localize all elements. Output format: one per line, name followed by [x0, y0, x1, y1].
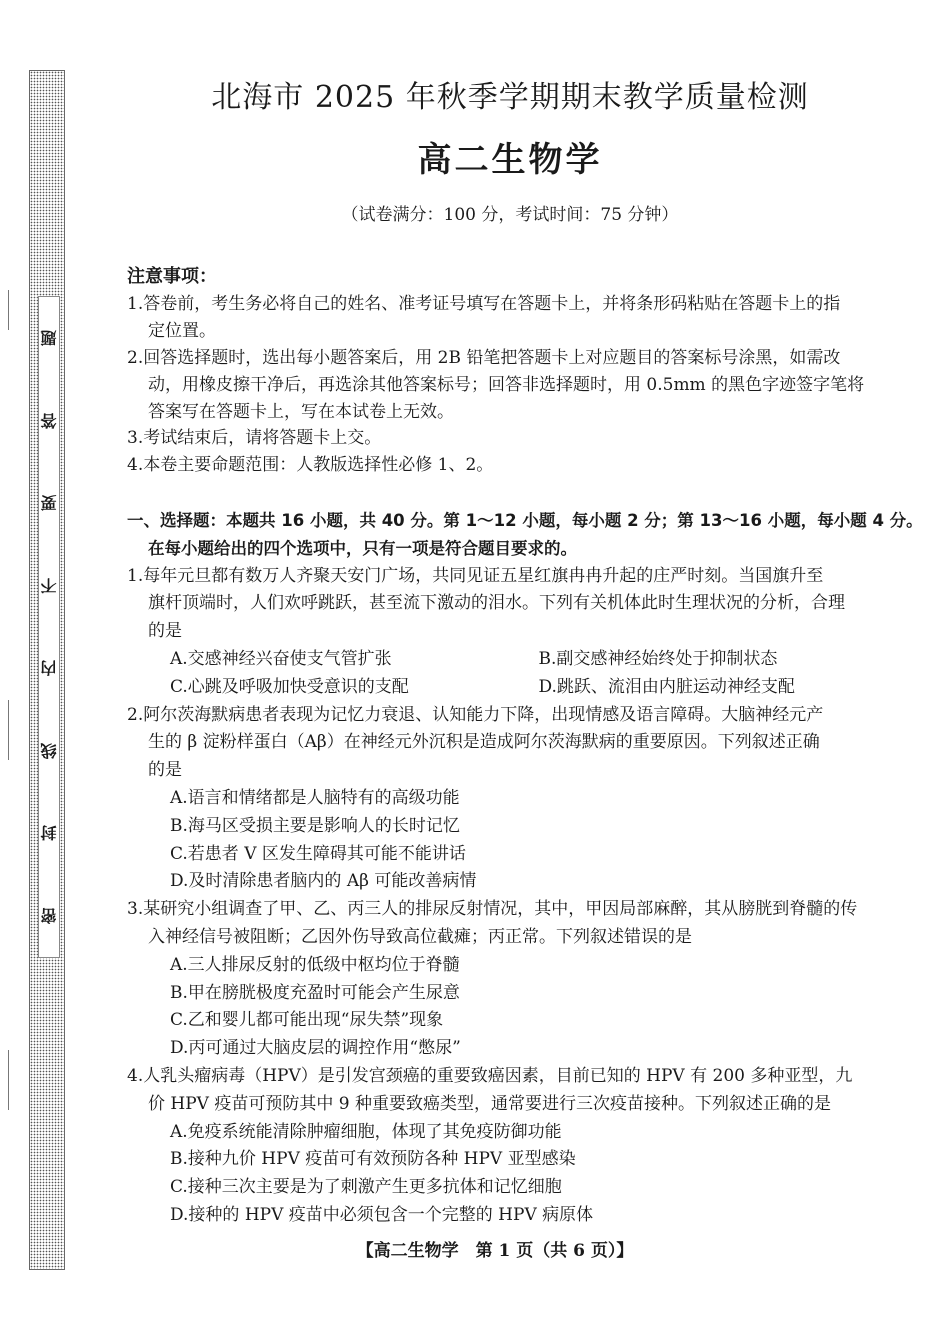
option-c: C.心跳及呼吸加快受意识的支配 [170, 676, 409, 697]
seal-char: 密 [39, 907, 59, 924]
question-stem: 2.阿尔茨海默病患者表现为记忆力衰退、认知能力下降，出现情感及语言障碍。大脑神经元产 [127, 704, 824, 725]
option-b: B.甲在膀胱极度充盈时可能会产生尿意 [170, 982, 460, 1003]
option-a: A.三人排尿反射的低级中枢均位于脊髓 [170, 954, 460, 975]
notes-section [127, 264, 907, 479]
question-stem: 旗杆顶端时，人们欢呼跳跃，甚至流下激动的泪水。下列有关机体此时生理状况的分析，合理 [148, 593, 845, 614]
note-line: 2.回答选择题时，选出每小题答案后，用 2B 铅笔把答题卡上对应题目的答案标号涂黑，如需改 [127, 347, 841, 368]
note-line: 定位置。 [148, 320, 216, 341]
option-d: D.跳跃、流泪由内脏运动神经支配 [538, 676, 795, 697]
question-stem: 的是 [148, 760, 182, 781]
question-stem: 入神经信号被阻断；乙因外伤导致高位截瘫；丙正常。下列叙述错误的是 [148, 926, 692, 947]
cut-line [8, 1050, 9, 1110]
option-a: A.免疫系统能清除肿瘤细胞，体现了其免疫防御功能 [170, 1121, 562, 1142]
question-stem: 4.人乳头瘤病毒（HPV）是引发宫颈癌的重要致癌因素，目前已知的 HPV 有 200 多种亚型，九 [127, 1065, 853, 1086]
section-heading: 一、选择题：本题共 16 小题，共 40 分。第 1～12 小题，每小题 2 分；第 13～16 小题，每小题 4 分。 [127, 511, 923, 530]
option-a: A.交感神经兴奋使支气管扩张 [170, 648, 392, 669]
question-3 [127, 896, 907, 1063]
seal-char: 线 [39, 742, 59, 759]
option-c: C.若患者 V 区发生障碍其可能不能讲话 [170, 843, 466, 864]
option-b: B.副交感神经始终处于抑制状态 [538, 648, 778, 669]
question-stem: 价 HPV 疫苗可预防其中 9 种重要致癌类型，通常要进行三次疫苗接种。下列叙述正确的是 [148, 1093, 831, 1114]
option-c: C.接种三次主要是为了刺激产生更多抗体和记忆细胞 [170, 1177, 562, 1198]
option-d: D.丙可通过大脑皮层的调控作用“憋尿” [170, 1038, 461, 1059]
question-stem: 生的 β 淀粉样蛋白（Aβ）在神经元外沉积是造成阿尔茨海默病的重要原因。下列叙述正确 [148, 732, 820, 753]
note-line: 4.本卷主要命题范围：人教版选择性必修 1、2。 [127, 455, 494, 476]
note-line: 答案写在答题卡上，写在本试卷上无效。 [148, 401, 454, 422]
notes-heading: 注意事项： [127, 266, 217, 287]
seal-strip-label [38, 296, 60, 958]
note-line: 动，用橡皮擦干净后，再选涂其他答案标号；回答非选择题时，用 0.5mm 的黑色字迹签字笔将 [148, 374, 865, 395]
question-stem: 1.每年元旦都有数万人齐聚天安门广场，共同见证五星红旗冉冉升起的庄严时刻。当国旗升至 [127, 565, 824, 586]
question-stem: 3.某研究小组调查了甲、乙、丙三人的排尿反射情况，其中，甲因局部麻醉，其从膀胱到脊髓的传 [127, 899, 858, 920]
seal-char: 要 [39, 495, 59, 512]
score-info: （试卷满分：100 分，考试时间：75 分钟） [341, 205, 679, 225]
seal-char: 题 [39, 330, 59, 347]
option-a: A.语言和情绪都是人脑特有的高级功能 [170, 787, 460, 808]
page-footer: 【高二生物学 第 1 页（共 6 页）】 [356, 1241, 634, 1261]
seal-char: 内 [39, 660, 59, 677]
option-b: B.接种九价 HPV 疫苗可有效预防各种 HPV 亚型感染 [170, 1149, 576, 1170]
question-stem: 的是 [148, 621, 182, 642]
option-c: C.乙和婴儿都可能出现“尿失禁”现象 [170, 1010, 444, 1031]
question-1 [127, 563, 907, 702]
seal-char: 答 [39, 412, 59, 429]
section-instruction: 在每小题给出的四个选项中，只有一项是符合题目要求的。 [148, 538, 577, 558]
note-line: 1.答卷前，考生务必将自己的姓名、准考证号填写在答题卡上，并将条形码粘贴在答题卡上的指 [127, 293, 841, 314]
cut-line [8, 290, 9, 330]
seal-strip [29, 70, 65, 1270]
cut-line [8, 700, 9, 760]
question-4 [127, 1063, 907, 1230]
option-d: D.接种的 HPV 疫苗中必须包含一个完整的 HPV 病原体 [170, 1204, 594, 1225]
seal-char: 封 [39, 825, 59, 842]
option-d: D.及时清除患者脑内的 Aβ 可能改善病情 [170, 871, 477, 892]
exam-title: 北海市 2025 年秋季学期期末教学质量检测 [211, 80, 809, 115]
subject-title: 高二生物学 [417, 140, 603, 180]
note-line: 3.考试结束后，请将答题卡上交。 [127, 428, 382, 449]
question-2 [127, 702, 907, 897]
seal-char: 不 [39, 577, 59, 594]
questions-section [127, 507, 923, 1230]
option-b: B.海马区受损主要是影响人的长时记忆 [170, 815, 460, 836]
